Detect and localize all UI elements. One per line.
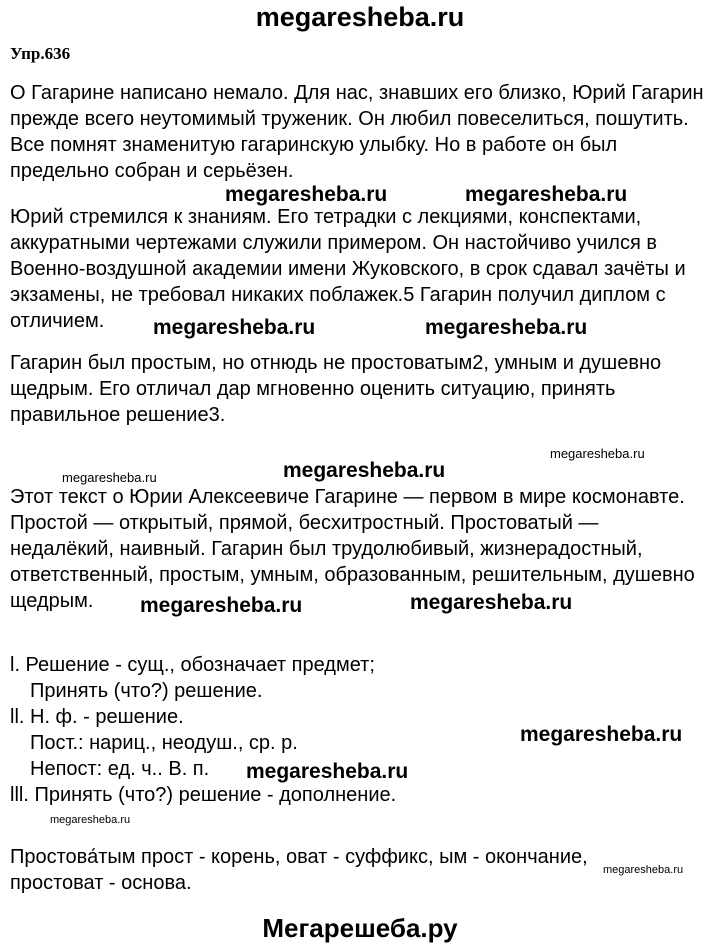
- watermark: megaresheba.ru: [410, 591, 573, 614]
- text-line: простоват - основа.: [10, 872, 192, 894]
- text-line: ответственный, простым, умным, образованным, решительным, душевно: [10, 564, 695, 586]
- morpheme-block: [10, 844, 588, 896]
- text-line: Все помнят знаменитую гагаринскую улыбку. Но в работе он был: [10, 134, 618, 156]
- watermark: megaresheba.ru: [50, 814, 131, 826]
- text-line: недалёкий, наивный. Гагарин был трудолюбивый, жизнерадостный,: [10, 538, 643, 560]
- analysis-line: Пост.: нариц., неодуш., ср. р.: [30, 732, 298, 754]
- analysis-line: lll. Принять (что?) решение - дополнение.: [10, 784, 397, 806]
- text-line: Гагарин был простым, но отнюдь не простоватым2, умным и душевно: [10, 352, 662, 374]
- text-line: правильное решение3.: [10, 404, 226, 426]
- text-line: прежде всего неутомимый труженик. Он любил повеселиться, пошутить.: [10, 108, 689, 130]
- site-footer: Мегарешеба.ру: [262, 913, 458, 943]
- site-header: megaresheba.ru: [255, 2, 465, 32]
- text-line: аккуратными чертежами служили примером. Он настойчиво учился в: [10, 232, 657, 254]
- text-line: предельно собран и серьёзен.: [10, 160, 294, 182]
- analysis-line: l. Решение - сущ., обозначает предмет;: [10, 654, 375, 676]
- watermark: megaresheba.ru: [153, 316, 316, 339]
- analysis-line: Принять (что?) решение.: [30, 680, 263, 702]
- watermark: megaresheba.ru: [603, 864, 684, 876]
- text-line: Юрий стремился к знаниям. Его тетрадки с лекциями, конспектами,: [10, 206, 642, 228]
- analysis-line: Непост: ед. ч.. В. п.: [30, 758, 210, 780]
- watermark: megaresheba.ru: [283, 459, 446, 482]
- text-line: щедрым.: [10, 590, 94, 612]
- text-line: Военно-воздушной академии имени Жуковского, в срок сдавал зачёты и: [10, 258, 686, 280]
- watermark: megaresheba.ru: [425, 316, 588, 339]
- watermark: megaresheba.ru: [246, 760, 409, 783]
- watermark: megaresheba.ru: [550, 446, 645, 461]
- text-line: Этот текст о Юрии Алексеевиче Гагарине — первом в мире космонавте.: [10, 486, 685, 508]
- watermark: megaresheba.ru: [140, 594, 303, 617]
- exercise-title: Упр.636: [10, 44, 71, 63]
- paragraph-4: [10, 484, 695, 614]
- analysis-block: [10, 652, 396, 808]
- watermark: megaresheba.ru: [62, 470, 157, 485]
- analysis-line: ll. Н. ф. - решение.: [10, 706, 184, 728]
- paragraph-1: [10, 80, 704, 184]
- text-line: щедрым. Его отличал дар мгновенно оценить ситуацию, принять: [10, 378, 616, 400]
- watermark: megaresheba.ru: [225, 183, 388, 206]
- paragraph-2: [10, 204, 686, 334]
- watermark: megaresheba.ru: [465, 183, 628, 206]
- text-line: экзамены, не требовал никаких поблажек.5 Гагарин получил диплом с: [10, 284, 666, 306]
- paragraph-3: [10, 350, 661, 428]
- text-line: отличием.: [10, 310, 105, 332]
- text-line: О Гагарине написано немало. Для нас, знавших его близко, Юрий Гагарин: [10, 82, 704, 104]
- watermark: megaresheba.ru: [520, 723, 683, 746]
- text-line: Простой — открытый, прямой, бесхитростный. Простоватый —: [10, 512, 599, 534]
- text-line: Простова́тым прост - корень, оват - суффикс, ым - окончание,: [10, 846, 588, 868]
